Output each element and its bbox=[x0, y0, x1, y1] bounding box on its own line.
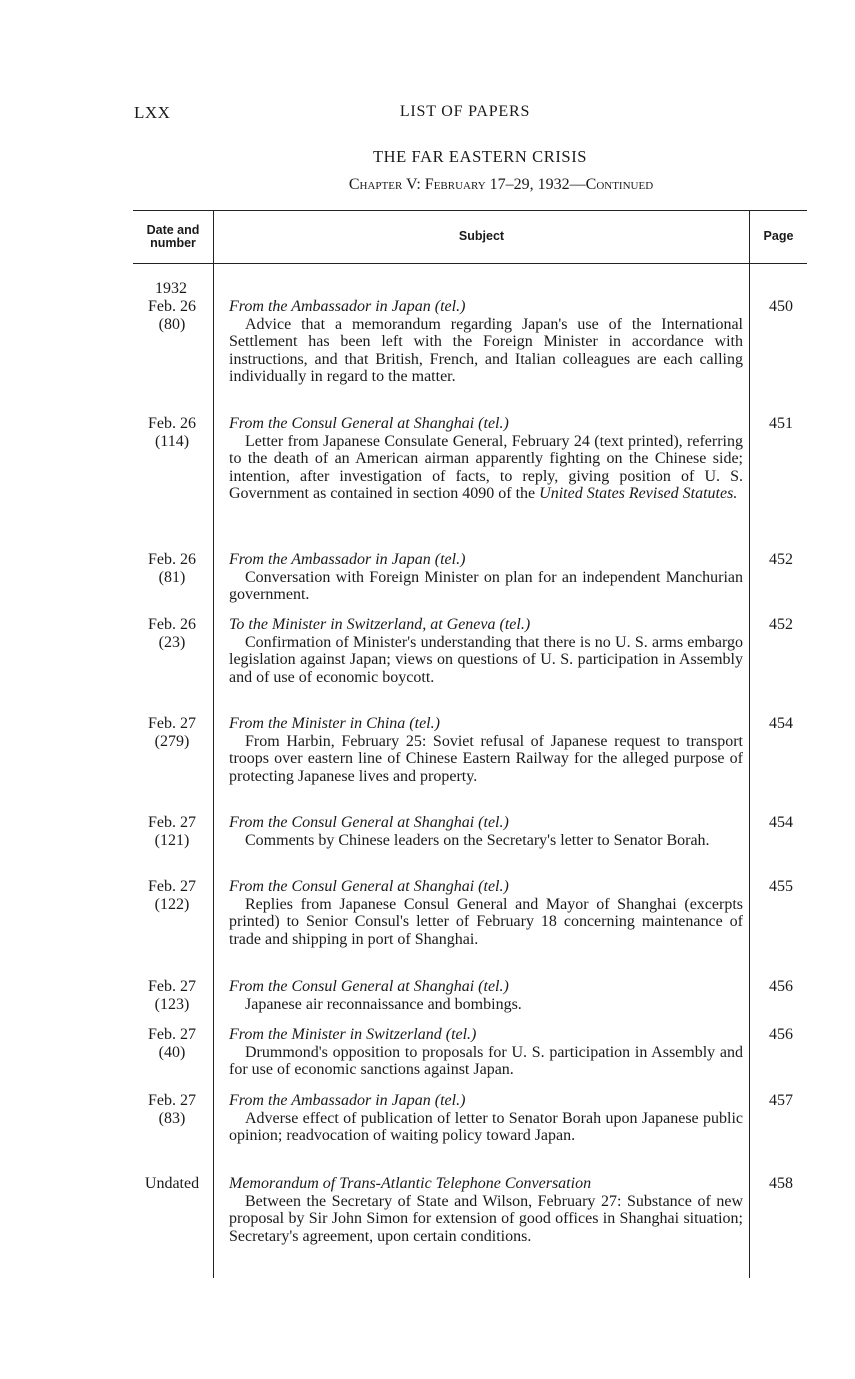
column-header-page: Page bbox=[763, 229, 794, 243]
entry-date: Feb. 27 bbox=[148, 1026, 196, 1043]
running-head bbox=[134, 103, 806, 125]
entry-date: Feb. 26 bbox=[148, 551, 196, 568]
column-divider-page bbox=[749, 210, 750, 1278]
entry-description: Replies from Japanese Consul General and Mayor of Shanghai (excerpts printed) to Senior Consul's letter of February 18 concerning maintenance of trade and shipping in port of Shanghai. bbox=[229, 895, 743, 948]
papers-table bbox=[133, 210, 807, 1278]
entry-title: From the Ambassador in Japan (tel.) bbox=[229, 1092, 466, 1109]
entry-date: Feb. 27 bbox=[148, 978, 196, 995]
table-header-rule bbox=[133, 263, 807, 264]
entry-page: 455 bbox=[769, 878, 793, 895]
entry-description: Adverse effect of publication of letter to Senator Borah upon Japanese public opinion; readvocation of waiting policy toward Japan. bbox=[229, 1109, 743, 1144]
chapter-line: Chapter V: February 17–29, 1932—Continued bbox=[348, 176, 654, 193]
section-title: THE FAR EASTERN CRISIS bbox=[372, 147, 588, 166]
column-divider-date bbox=[213, 210, 214, 1278]
entry-number: (40) bbox=[158, 1043, 186, 1061]
running-title: LIST OF PAPERS bbox=[399, 103, 531, 120]
entry-date-number bbox=[133, 878, 211, 913]
entry-description: Japanese air reconnaissance and bombings. bbox=[245, 995, 522, 1013]
entry-description: Comments by Chinese leaders on the Secretary's letter to Senator Borah. bbox=[245, 831, 710, 849]
entry-date: Feb. 26 bbox=[148, 298, 196, 315]
entry-date-number bbox=[133, 298, 211, 333]
entry-date-number bbox=[133, 978, 211, 1013]
entry-subject bbox=[229, 298, 743, 386]
entry-page: 456 bbox=[769, 1026, 793, 1043]
entry-number: (23) bbox=[158, 633, 186, 651]
column-header-subject: Subject bbox=[458, 229, 505, 243]
entry-subject bbox=[229, 1026, 743, 1079]
entry-date-number bbox=[133, 1175, 211, 1193]
entry-date-number bbox=[133, 1026, 211, 1061]
entry-title: From the Minister in Switzerland (tel.) bbox=[229, 1026, 477, 1043]
entry-number: (123) bbox=[154, 995, 190, 1013]
entry-date: Feb. 26 bbox=[148, 616, 196, 633]
entry-description: Advice that a memorandum regarding Japan's use of the International Settlement has been left with the Foreign Minister in accordance with instructions, and that British, French, and Italian colleagues are each calling individually in regard to the matter. bbox=[229, 315, 743, 385]
entry-subject bbox=[229, 1175, 743, 1245]
entry-number: (122) bbox=[154, 895, 190, 913]
entry-page: 452 bbox=[769, 616, 793, 633]
entry-page: 451 bbox=[769, 415, 793, 432]
entry-date-number bbox=[133, 616, 211, 651]
entry-subject bbox=[229, 415, 743, 503]
entry-description: Confirmation of Minister's understanding that there is no U. S. arms embargo legislation against Japan; views on questions of U. S. participation in Assembly and of use of economic boycott. bbox=[229, 633, 743, 686]
entry-date: Feb. 27 bbox=[148, 1092, 196, 1109]
entry-page: 457 bbox=[769, 1092, 793, 1109]
entry-title: From the Consul General at Shanghai (tel.) bbox=[229, 978, 509, 995]
entry-number: (83) bbox=[158, 1109, 186, 1127]
entry-title: From the Minister in China (tel.) bbox=[229, 715, 440, 732]
entry-subject bbox=[229, 978, 743, 1013]
entry-page: 454 bbox=[769, 715, 793, 732]
entry-title: From the Ambassador in Japan (tel.) bbox=[229, 551, 466, 568]
entry-date-number bbox=[133, 551, 211, 586]
entry-date: Feb. 27 bbox=[148, 715, 196, 732]
entry-description: Between the Secretary of State and Wilson, February 27: Substance of new proposal by Sir John Simon for extension of good offices in Shanghai situation; Secretary's agreement, upon certain conditions. bbox=[229, 1192, 743, 1245]
entry-subject bbox=[229, 1092, 743, 1145]
entry-title: From the Consul General at Shanghai (tel.) bbox=[229, 878, 509, 895]
entry-description-italic: United States Revised Statutes. bbox=[539, 485, 738, 502]
entry-number: (121) bbox=[154, 831, 190, 849]
entry-date-number bbox=[133, 814, 211, 849]
entry-title: From the Consul General at Shanghai (tel.) bbox=[229, 415, 509, 432]
entry-number: (80) bbox=[158, 315, 186, 333]
entry-date-number bbox=[133, 715, 211, 750]
entry-title: From the Consul General at Shanghai (tel.) bbox=[229, 814, 509, 831]
entry-subject bbox=[229, 814, 743, 849]
entry-description: From Harbin, February 25: Soviet refusal of Japanese request to transport troops over eastern line of Chinese Eastern Railway for the alleged purpose of protecting Japanese lives and property. bbox=[229, 732, 743, 785]
entry-subject bbox=[229, 715, 743, 785]
entry-description-text: Letter from Japanese Consulate General, February 24 (text printed), referring to the death of an American airman apparently fighting on the Chinese side; intention, after investigation of facts, to reply, giving position of U. S. Government as contained in section 4090 of the bbox=[229, 432, 743, 502]
entry-subject bbox=[229, 551, 743, 604]
entry-description bbox=[229, 433, 743, 503]
folio: LXX bbox=[134, 103, 171, 122]
entry-number: (279) bbox=[154, 732, 190, 750]
entry-date: Feb. 27 bbox=[148, 814, 196, 831]
entry-date: Feb. 26 bbox=[148, 415, 196, 432]
entry-page: 450 bbox=[769, 298, 793, 315]
entry-date-number bbox=[133, 1092, 211, 1127]
entry-subject bbox=[229, 616, 743, 686]
entry-page: 452 bbox=[769, 551, 793, 568]
entry-title: To the Minister in Switzerland, at Geneva (tel.) bbox=[229, 616, 531, 633]
entry-page: 458 bbox=[769, 1175, 793, 1192]
column-header-date: Date and number bbox=[146, 222, 200, 250]
entry-title: From the Ambassador in Japan (tel.) bbox=[229, 298, 466, 315]
entry-date: Undated bbox=[144, 1175, 200, 1192]
entry-description: Conversation with Foreign Minister on plan for an independent Manchurian government. bbox=[229, 568, 743, 603]
entry-number: (81) bbox=[158, 568, 186, 586]
entry-title: Memorandum of Trans-Atlantic Telephone Conversation bbox=[229, 1175, 592, 1192]
entry-description: Drummond's opposition to proposals for U. S. participation in Assembly and for use of economic sanctions against Japan. bbox=[229, 1043, 743, 1078]
entry-page: 456 bbox=[769, 978, 793, 995]
entry-date: Feb. 27 bbox=[148, 878, 196, 895]
year-label: 1932 bbox=[155, 280, 187, 297]
entry-date-number bbox=[133, 415, 211, 450]
entry-subject bbox=[229, 878, 743, 948]
entry-number: (114) bbox=[154, 432, 190, 450]
entry-page: 454 bbox=[769, 814, 793, 831]
